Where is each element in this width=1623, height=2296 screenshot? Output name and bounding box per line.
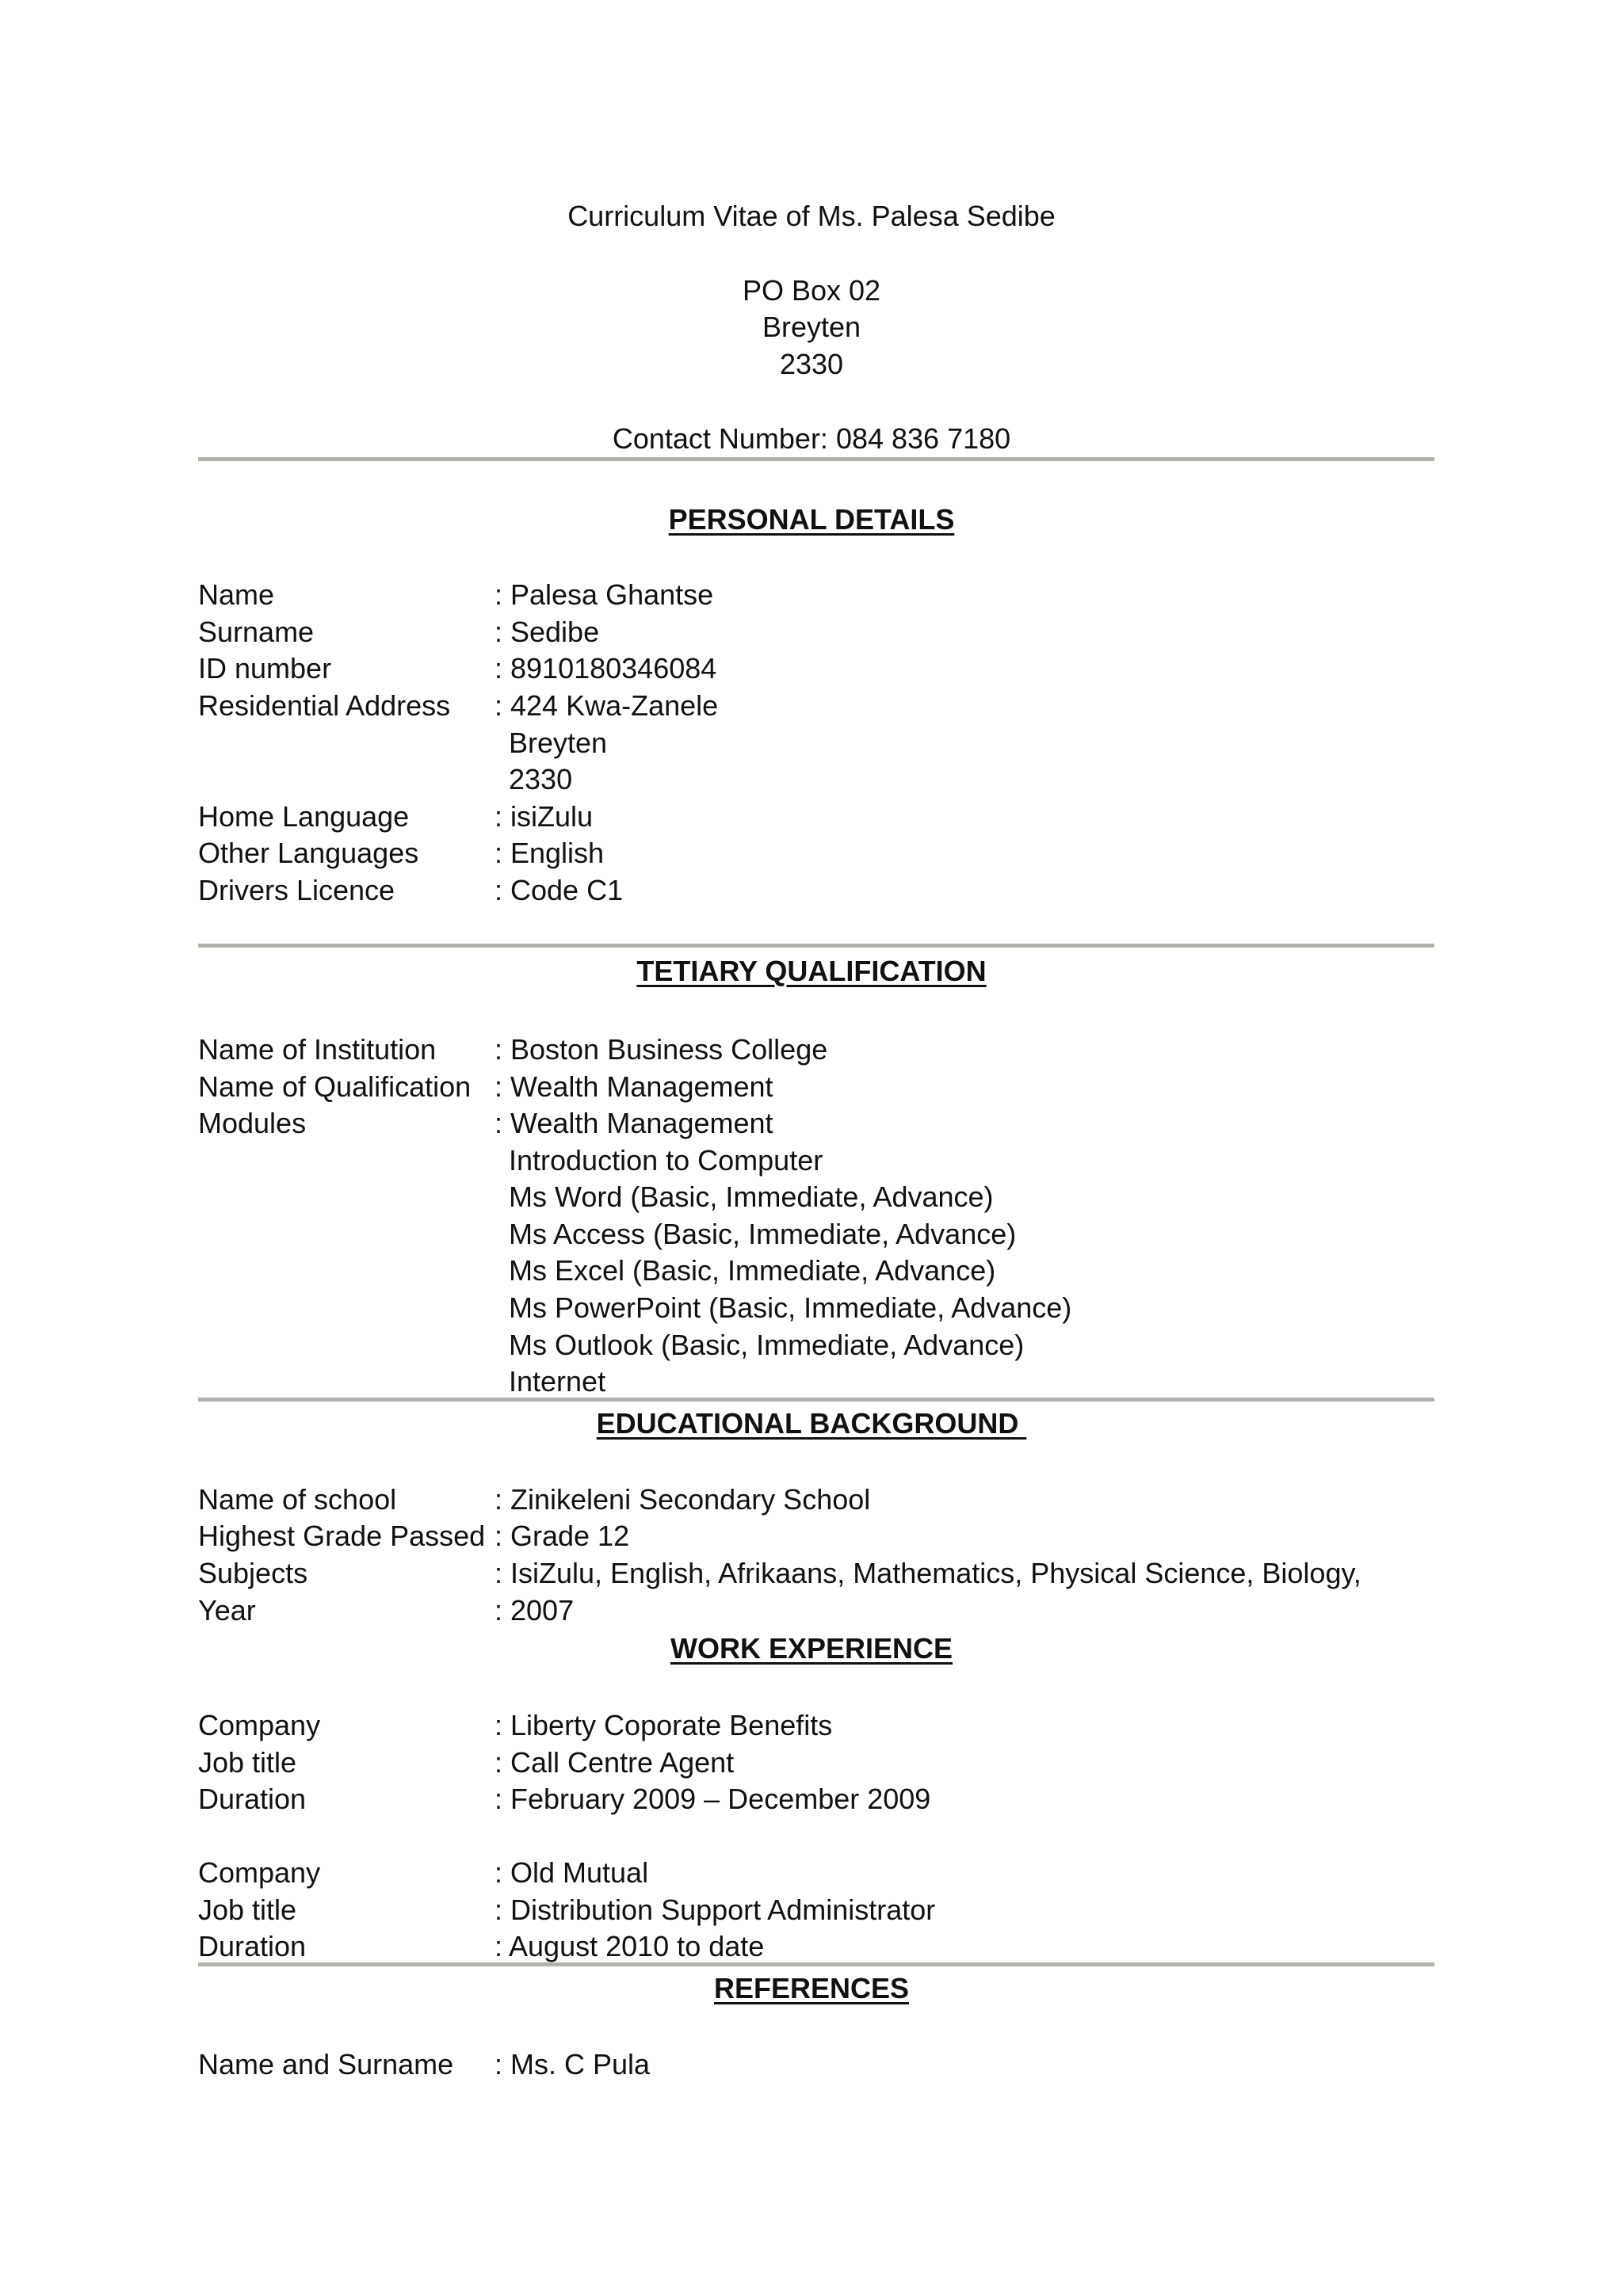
field-label: Surname xyxy=(198,616,315,648)
field-value: : Sedibe xyxy=(495,616,600,648)
module-item: Introduction to Computer xyxy=(509,1144,823,1177)
field-label: Name of school xyxy=(198,1483,397,1516)
field-value: : Code C1 xyxy=(495,874,624,906)
section-heading-references: REFERENCES xyxy=(713,1972,910,2004)
module-item: Ms Excel (Basic, Immediate, Advance) xyxy=(509,1254,996,1287)
field-label: Name and Surname xyxy=(198,2048,454,2081)
field-label: Home Language xyxy=(198,800,410,833)
field-value: : isiZulu xyxy=(495,800,594,833)
field-label: Company xyxy=(198,1709,321,1741)
field-label: Name xyxy=(198,578,275,611)
field-value-continuation: 2330 xyxy=(509,763,573,795)
field-label: Subjects xyxy=(198,1557,308,1589)
field-value: : February 2009 – December 2009 xyxy=(495,1783,931,1815)
field-value: : Wealth Management xyxy=(495,1070,773,1103)
module-item: Internet xyxy=(509,1365,606,1398)
section-heading-personal-details: PERSONAL DETAILS xyxy=(668,503,955,536)
section-heading-work-experience: WORK EXPERIENCE xyxy=(670,1632,953,1665)
field-label: Drivers Licence xyxy=(198,874,395,906)
field-value: : Wealth Management xyxy=(495,1107,773,1139)
divider xyxy=(198,457,1434,461)
field-label: Modules xyxy=(198,1107,307,1139)
module-item: Ms Outlook (Basic, Immediate, Advance) xyxy=(509,1329,1025,1361)
field-label: Highest Grade Passed xyxy=(198,1520,486,1552)
field-value: : 2007 xyxy=(495,1594,575,1627)
section-heading-tertiary-qualification: TETIARY QUALIFICATION xyxy=(636,955,987,987)
cv-title: Curriculum Vitae of Ms. Palesa Sedibe xyxy=(567,200,1056,232)
field-value: : Zinikeleni Secondary School xyxy=(495,1483,871,1516)
field-value: : Distribution Support Administrator xyxy=(495,1894,936,1926)
section-heading-educational-background: EDUCATIONAL BACKGROUND xyxy=(596,1407,1027,1440)
module-item: Ms PowerPoint (Basic, Immediate, Advance) xyxy=(509,1291,1072,1324)
field-label: Residential Address xyxy=(198,689,451,722)
field-value: : Call Centre Agent xyxy=(495,1746,735,1779)
divider xyxy=(198,1962,1434,1966)
contact-number: Contact Number: 084 836 7180 xyxy=(612,422,1011,455)
address-line-po-box: PO Box 02 xyxy=(742,274,881,307)
field-label: Duration xyxy=(198,1930,307,1962)
field-label: Duration xyxy=(198,1783,307,1815)
field-label: Company xyxy=(198,1856,321,1889)
module-item: Ms Access (Basic, Immediate, Advance) xyxy=(509,1218,1017,1250)
field-value: : 8910180346084 xyxy=(495,652,717,685)
field-value: : 424 Kwa-Zanele xyxy=(495,689,719,722)
divider xyxy=(198,1398,1434,1402)
field-value: : IsiZulu, English, Afrikaans, Mathematics, Physical Science, Biology, xyxy=(495,1557,1361,1589)
divider xyxy=(198,944,1434,948)
field-label: Name of Institution xyxy=(198,1033,437,1066)
field-value: : Ms. C Pula xyxy=(495,2048,651,2081)
address-line-postal-code: 2330 xyxy=(779,348,844,380)
field-value-continuation: Breyten xyxy=(509,727,608,759)
module-item: Ms Word (Basic, Immediate, Advance) xyxy=(509,1180,994,1213)
field-value: : Boston Business College xyxy=(495,1033,828,1066)
field-label: Year xyxy=(198,1594,256,1627)
field-value: : English xyxy=(495,837,605,869)
field-label: Name of Qualification xyxy=(198,1070,472,1103)
field-label: Other Languages xyxy=(198,837,419,869)
field-value: : August 2010 to date xyxy=(495,1930,765,1962)
field-value: : Liberty Coporate Benefits xyxy=(495,1709,833,1741)
field-label: Job title xyxy=(198,1894,297,1926)
field-value: : Old Mutual xyxy=(495,1856,649,1889)
field-value: : Palesa Ghantse xyxy=(495,578,714,611)
address-line-town: Breyten xyxy=(762,311,861,343)
field-label: ID number xyxy=(198,652,332,685)
field-value: : Grade 12 xyxy=(495,1520,630,1552)
field-label: Job title xyxy=(198,1746,297,1779)
